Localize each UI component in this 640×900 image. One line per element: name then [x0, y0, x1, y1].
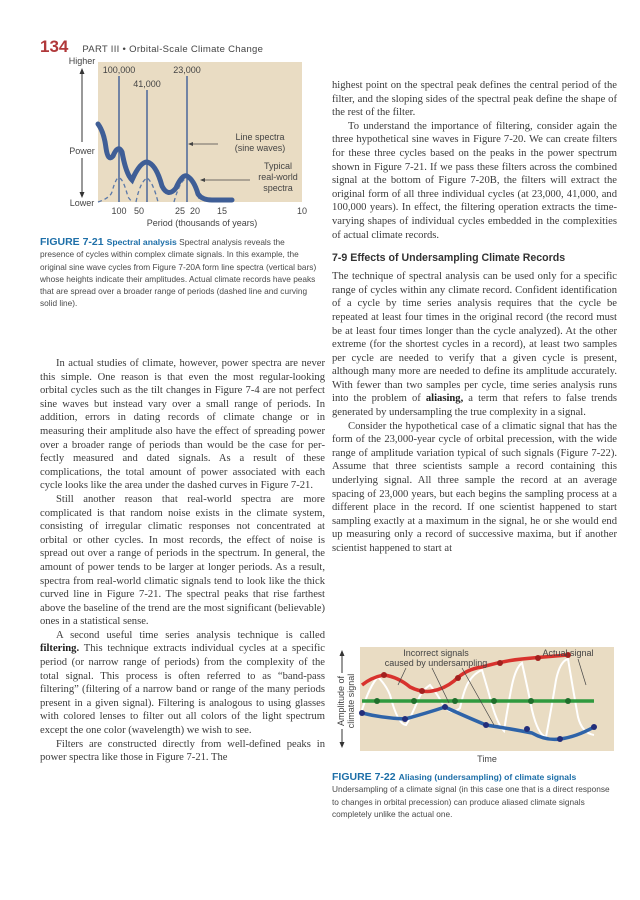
y-axis-label-2: climate signal	[346, 673, 356, 729]
x-tick-20: 20	[189, 206, 201, 216]
label-23000: 23,000	[173, 65, 201, 75]
running-head: PART III • Orbital-Scale Climate Change	[82, 44, 264, 55]
label-41000: 41,000	[133, 79, 161, 89]
y-label-higher: Higher	[68, 56, 96, 66]
figure-7-21	[40, 52, 325, 232]
y-label-power: Power	[69, 146, 95, 156]
x-axis-label: Period (thousands of years)	[146, 218, 258, 228]
label-100000: 100,000	[102, 65, 136, 75]
annotation-real-3: spectra	[263, 183, 293, 193]
y-axis-label-1: Amplitude of	[336, 675, 346, 727]
annotation-incorrect-1: Incorrect signals	[403, 648, 469, 658]
page-number: 134	[40, 37, 69, 56]
x-tick-15: 15	[216, 206, 228, 216]
annotation-actual: Actual signal	[542, 648, 594, 658]
paragraph: Still another reason that real-world spectra are more complicated is that random noise exists in the climate system, consisting of irregular climatic responses not concentrated at orbital or other cycles. In most records, the effect of noise is spread out over a range of periods in the spectrum. In general, the amount of power tends to be larger at longer periods. As a result, spectra from real-world climatic signals tend to look like the thick curved line in Figure 7-21. The spectral peaks that rise farthest above the baseline of the trend are the most significant (believable) ones in a statistical sense.	[40, 493, 325, 628]
paragraph: highest point on the spectral peak defines the central period of the filter, and the sloping sides of the spectral peak define the shape of the rest of the filter.	[332, 80, 617, 119]
annotation-line-spectra-1: Line spectra	[235, 132, 285, 142]
annotation-incorrect-2: caused by undersampling	[384, 658, 488, 668]
paragraph: Filters are constructed directly from well-defined peaks in power spectra like those in Figure 7-21. The	[40, 738, 325, 764]
annotation-real-1: Typical	[263, 161, 293, 171]
figure-7-21-caption	[40, 236, 318, 310]
annotation-line-spectra-2: (sine waves)	[234, 143, 286, 153]
paragraph: In actual studies of climate, however, power spectra are never this simple. One reason is that even the most regular-looking orbital cycles such as the tilt changes in Figure 7-4 are not perfect sine waves but instead vary over a small range of periods. In addition, errors in dating records of climate change or in measuring their amplitude also have the effect of spreading power over a broader range of periods than would be the case for perfectly measured and dated signals. As a result of these complications, the total amount of power associated with each cycle looks like the area under the dashed curves in Figure 7-21.	[40, 358, 325, 492]
paragraph: Consider the hypothetical case of a climatic signal that has the form of the 23,000-year cycle of orbital precession, with the wide range of amplitude variation typical of such signals (Figure 7-22). Assume that three scientists sample a record containing this underlying signal. All three sample the record at an average spacing of 23,000 years, but each begins the sampling process at a different place in the record. If one scientist happened to start sampling exactly at a maximum in the signal, he or she would end up measuring only a record of successive maxima, but if another scientist happened to start at	[332, 420, 617, 554]
right-column-text	[332, 79, 617, 556]
section-heading: 7-9 Effects of Undersampling Climate Records	[332, 252, 566, 265]
term-aliasing: aliasing,	[425, 393, 464, 405]
x-tick-25: 25	[174, 206, 186, 216]
paragraph: The technique of spectral analysis can be used only for a specific range of cycles within any climate record. Confident identification of a cycle by time series analysis requires that the cycle be repeated at least four times in the original record (the record must be at least four times longer than the cycle analyzed). At the other extreme (for the shortest cycles in a record), at least two samples per cycle are needed to verify that a given cycle is present, although many more are needed to define its amplitude accurately. With fewer than two samples per cycle, time series analysis runs into the problem of aliasing, a term that refers to false trends generated by undersampling the true complexity in a signal.	[332, 271, 617, 419]
x-axis-label: Time	[477, 754, 497, 764]
spectral-analysis-chart	[40, 52, 325, 232]
x-tick-100: 100	[111, 206, 127, 216]
caption-text: Spectral analysis reveals the presence of cycles within complex climate signals. In this example, the original sine wave cycles from Figure 7-20A form line spectra (vertical bars) whose heights indicate their amplitudes. Actual climate records have peaks that are spread over a broader range of periods (dashed line and curving solid line).	[40, 237, 317, 309]
figure-title: Spectral analysis	[106, 237, 177, 247]
caption-text: Undersampling of a climate signal (in this case one that is a direct response to changes in orbital precession) can produce aliased climate signals completely unlike the actual one.	[332, 784, 610, 819]
figure-label: FIGURE 7-22	[332, 771, 396, 783]
annotation-real-2: real-world	[258, 172, 298, 182]
figure-label: FIGURE 7-21	[40, 236, 104, 248]
left-column-text	[40, 357, 325, 765]
figure-7-22-caption	[332, 771, 617, 820]
figure-7-22	[332, 645, 617, 765]
aliasing-chart	[332, 645, 617, 765]
paragraph: To understand the importance of filtering, consider again the three hypothetical sine waves in Figure 7-20. We can create filters for these three cycles based on the peaks in the power spectrum shown in Figure 7-21. If we pass these filters across the combined signal at the bottom of Figure 7-20B, the filters will extract the original form of all three individual cycles (at 23,000, 41,000, and 100,000 years). In effect, the filtering operation extracts the time-varying shapes of individual cycles embedded in the complexities of actual climate records.	[332, 120, 617, 241]
term-filtering: filtering.	[40, 643, 80, 655]
figure-title: Aliasing (undersampling) of climate signals	[398, 772, 577, 782]
x-tick-50: 50	[133, 206, 145, 216]
y-label-lower: Lower	[69, 198, 95, 208]
paragraph: A second useful time series analysis technique is called filtering. This technique extracts individual cycles at a specific period (or narrow range of periods) from the complexity of the total signal. This process is often referred to as “band-pass filtering” (filtering of a narrow band or range of the many periods present in a given signal). Filtering is analogous to using glasses with colored lenses to filter out all colors of the light spectrum except the one color (wavelength) we wish to see.	[40, 629, 325, 737]
x-tick-10: 10	[296, 206, 308, 216]
